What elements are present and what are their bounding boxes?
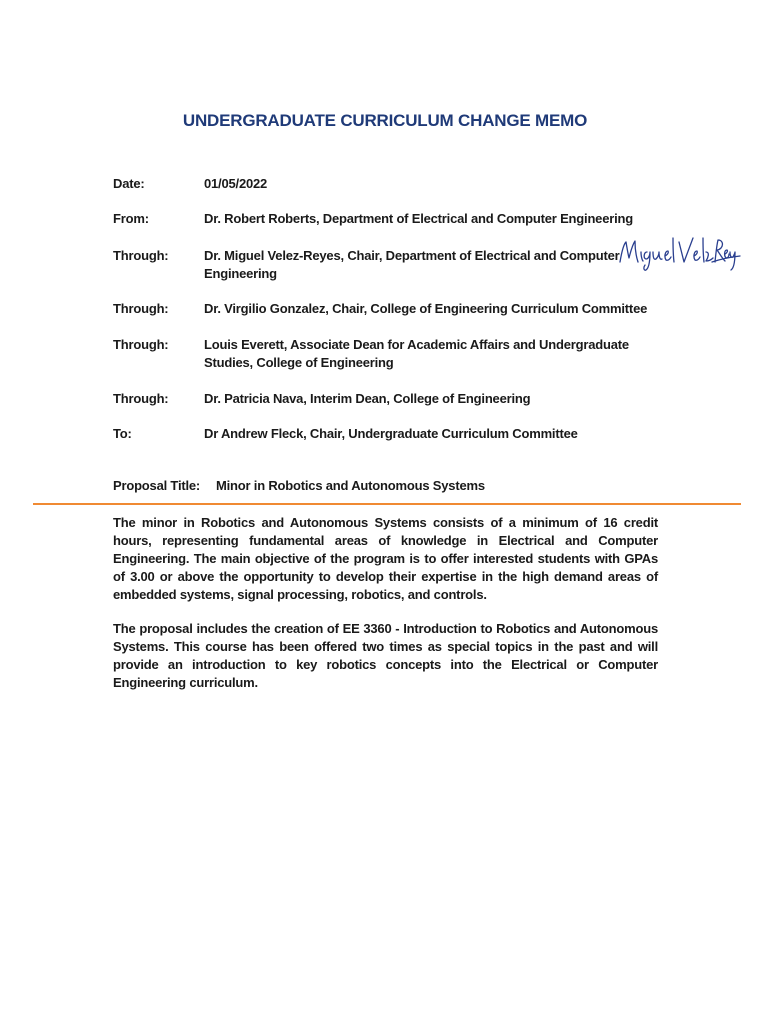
header-value: Dr. Robert Roberts, Department of Electrical and Computer Engineering (204, 211, 633, 226)
proposal-title-row (113, 477, 485, 495)
section-divider (33, 503, 741, 505)
signature-image (617, 232, 742, 284)
header-value: Dr. Patricia Nava, Interim Dean, College of Engineering (204, 391, 531, 406)
header-value: Dr. Miguel Velez-Reyes, Chair, Department of Electrical and Computer Engineering (204, 248, 620, 281)
proposal-title-label: Proposal Title: (113, 478, 201, 493)
header-value: 01/05/2022 (204, 176, 268, 191)
header-label: Through: (113, 248, 169, 263)
header-label: Through: (113, 337, 169, 352)
memo-title: UNDERGRADUATE CURRICULUM CHANGE MEMO (182, 111, 588, 130)
header-label: To: (113, 426, 132, 441)
body-paragraph: The proposal includes the creation of EE 3360 - Introduction to Robotics and Autonomous Systems. This course has been offered two times as special topics in the past and will provide an introduction to key robotics concepts into the Electrical or Computer Engineering curriculum. (113, 621, 658, 690)
header-label: From: (113, 211, 149, 226)
body-paragraph: The minor in Robotics and Autonomous Systems consists of a minimum of 16 credit hours, representing fundamental areas of knowledge in Electrical and Computer Engineering. The main objective of the program is to offer interested students with GPAs of 3.00 or above the opportunity to develop their expertise in the high demand areas of embedded systems, signal processing, robotics, and controls. (113, 515, 658, 602)
header-label: Date: (113, 176, 145, 191)
header-value: Louis Everett, Associate Dean for Academic Affairs and Undergraduate Studies, College of Engineering (204, 337, 629, 370)
header-value: Dr. Virgilio Gonzalez, Chair, College of Engineering Curriculum Committee (204, 301, 648, 316)
header-label: Through: (113, 301, 169, 316)
header-label: Through: (113, 391, 169, 406)
header-value: Dr Andrew Fleck, Chair, Undergraduate Curriculum Committee (204, 426, 578, 441)
proposal-title-value: Minor in Robotics and Autonomous Systems (216, 478, 485, 493)
